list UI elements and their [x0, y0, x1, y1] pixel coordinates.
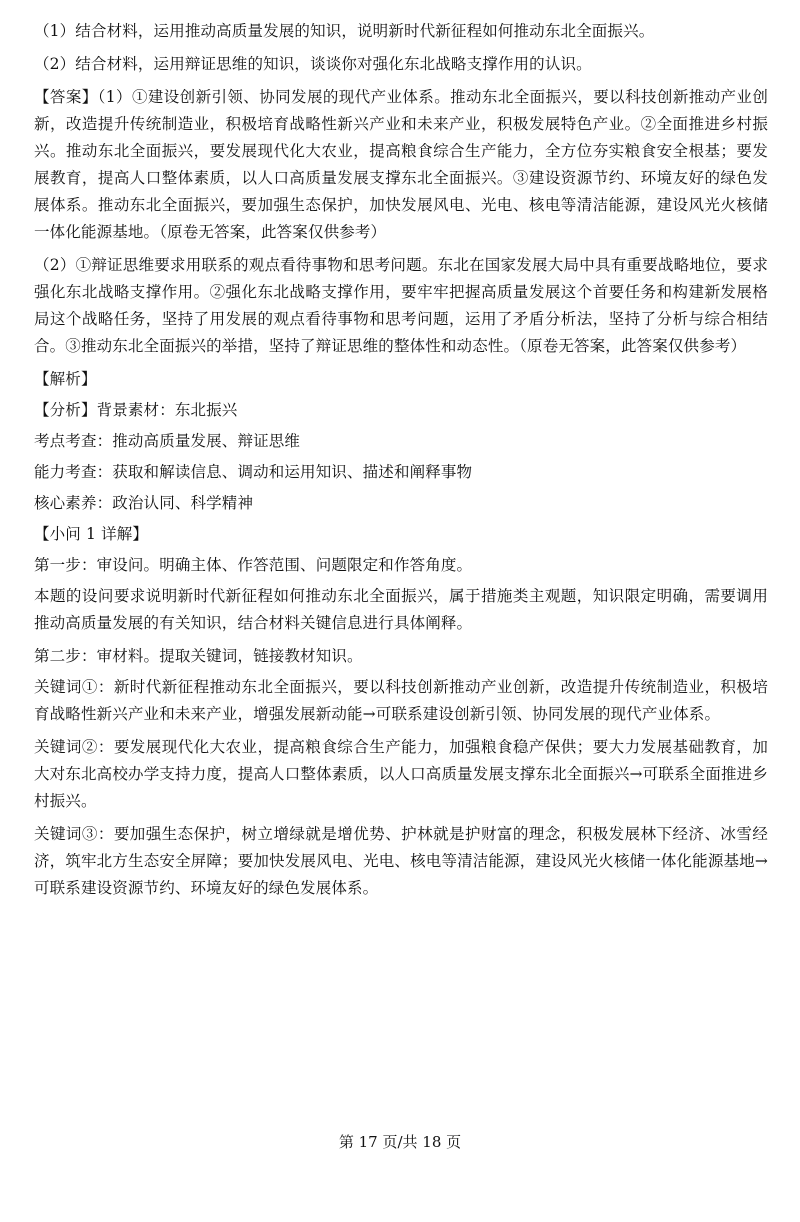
keyword-2: 关键词②：要发展现代化大农业，提高粮食综合生产能力，加强粮食稳产保供；要大力发展基础教育，加大对东北高校办学支持力度，提高人口整体素质，以人口高质量发展支撑东北全面振兴→可联系全面推进乡村振兴。 — [34, 738, 768, 810]
analysis-points: 考点考查：推动高质量发展、辩证思维 — [34, 432, 301, 450]
page-number: 第 17 页/共 18 页 — [338, 1133, 462, 1151]
detail-step-1: 第一步：审设问。明确主体、作答范围、问题限定和作答角度。 — [34, 556, 473, 574]
answer-part-1: 【答案】（1）①建设创新引领、协同发展的现代产业体系。推动东北全面振兴，要以科技创新推动产业创新，改造提升传统制造业，积极培育战略性新兴产业和未来产业，积极发展特色产业。②全面推进乡村振兴。推动东北全面振兴，要发展现代化大农业，提高粮食综合生产能力，全方位夯实粮食安全根基；要发展教育，提高人口整体素质，以人口高质量发展支撑东北全面振兴。③建设资源节约、环境友好的绿色发展体系。推动东北全面振兴，要加强生态保护，加快发展风电、光电、核电等清洁能源，建设风光火核储一体化能源基地。（原卷无答案，此答案仅供参考） — [34, 88, 768, 241]
keyword-3: 关键词③：要加强生态保护，树立增绿就是增优势、护林就是护财富的理念，积极发展林下经济、冰雪经济，筑牢北方生态安全屏障；要加快发展风电、光电、核电等清洁能源，建设风光火核储一体化能源基地→可联系建设资源节约、环境友好的绿色发展体系。 — [34, 825, 768, 897]
analysis-ability: 能力考查：获取和解读信息、调动和运用知识、描述和阐释事物 — [34, 463, 473, 481]
keyword-1: 关键词①：新时代新征程推动东北全面振兴，要以科技创新推动产业创新，改造提升传统制造业，积极培育战略性新兴产业和未来产业，增强发展新动能→可联系建设创新引领、协同发展的现代产业体系。 — [34, 678, 768, 723]
analysis-literacy: 核心素养：政治认同、科学精神 — [34, 494, 254, 512]
document-page — [34, 18, 768, 908]
question-1: （1）结合材料，运用推动高质量发展的知识，说明新时代新征程如何推动东北全面振兴。 — [34, 22, 655, 40]
analysis-background: 【分析】背景素材：东北振兴 — [34, 401, 238, 419]
answer-part-2: （2）①辩证思维要求用联系的观点看待事物和思考问题。东北在国家发展大局中具有重要战略地位，要求强化东北战略支撑作用。②强化东北战略支撑作用，要牢牢把握高质量发展这个首要任务和构建新发展格局这个战略任务，坚持了用发展的观点看待事物和思考问题，运用了矛盾分析法，坚持了分析与综合相结合。③推动东北全面振兴的举措，坚持了辩证思维的整体性和动态性。（原卷无答案，此答案仅供参考） — [34, 256, 768, 355]
detail-step-2: 第二步：审材料。提取关键词，链接教材知识。 — [34, 647, 363, 665]
analysis-heading: 【解析】 — [34, 370, 97, 388]
detail-step-1-text: 本题的设问要求说明新时代新征程如何推动东北全面振兴，属于措施类主观题，知识限定明确，需要调用推动高质量发展的有关知识，结合材料关键信息进行具体阐释。 — [34, 587, 768, 632]
question-2: （2）结合材料，运用辩证思维的知识，谈谈你对强化东北战略支撑作用的认识。 — [34, 55, 592, 73]
detail-heading: 【小问 1 详解】 — [34, 525, 149, 543]
